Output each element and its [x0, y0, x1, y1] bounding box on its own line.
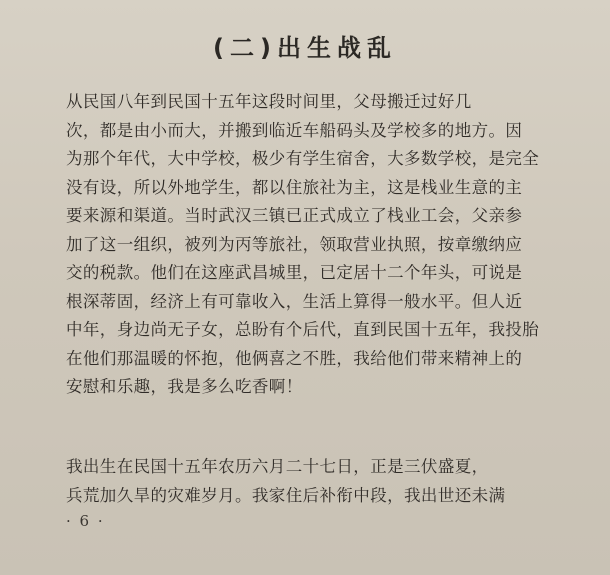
- text-line: 从民国八年到民国十五年这段时间里，父母搬迁过好几: [66, 92, 472, 111]
- text-line: 在他们那温暖的怀抱，他俩喜之不胜，我给他们带来精神上的: [66, 348, 523, 368]
- text-line: 安慰和乐趣，我是多么吃香啊！: [66, 377, 303, 396]
- text-line: 根深蒂固，经济上有可靠收入，生活上算得一般水平。但人近: [66, 291, 523, 311]
- page-number: · 6 ·: [66, 512, 105, 530]
- text-line: 没有设，所以外地学生，都以住旅社为主，这是栈业生意的主: [66, 177, 523, 197]
- text-line: 加了这一组织，被列为丙等旅社，领取营业执照，按章缴纳应: [66, 234, 523, 254]
- text-line: 兵荒加久旱的灾难岁月。我家住后补衔中段，我出世还未满: [66, 485, 506, 505]
- text-line: 要来源和渠道。当时武汉三镇已正式成立了栈业工会，父亲参: [66, 206, 523, 225]
- text-line: 为那个年代，大中学校，极少有学生宿舍，大多数学校，是完全: [66, 149, 540, 168]
- paragraph-2: [66, 453, 566, 510]
- chapter-title: (二)出生战乱: [213, 34, 397, 62]
- text-line: 交的税款。他们在这座武昌城里，已定居十二个年头，可说是: [66, 263, 523, 282]
- paragraph-1: [66, 88, 566, 402]
- text-line: 中年，身边尚无子女，总盼有个后代，直到民国十五年，我投胎: [66, 320, 540, 339]
- text-line: 次，都是由小而大，并搬到临近车船码头及学校多的地方。因: [66, 120, 523, 140]
- text-line: 我出生在民国十五年农历六月二十七日，正是三伏盛夏，: [66, 457, 489, 476]
